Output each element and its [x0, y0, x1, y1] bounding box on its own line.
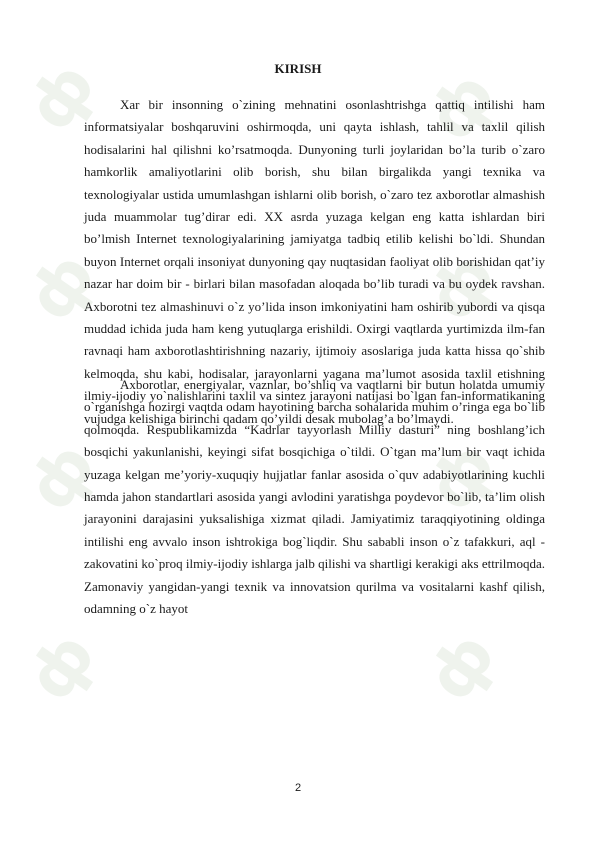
- page-title: KIRISH: [274, 61, 322, 76]
- watermark: ф ф ф ф ф ф ф ф: [13, 49, 511, 715]
- paragraph-1: Xar bir insonning o`zining mehnatini osonlashtrishga qattiq intilishi ham informatsiyalar boshqaruvini oshirmoqda, uni qayta ishlash, tahlil va taxlil qilish hodisalarini hal qilishni ko’rsatmoqda. Dunyoning turli joylaridan bo’la turib o`zaro hamkorlik amaliyotlarini olib borish, shu bilan birgalikda yangi texnika va texnologiyalar ustida umumlashgan ishlarni olib borish, o`zaro tez axborotlar almashish juda muammolar tug’dirar edi. XX asrda yuzaga kelgan eng katta ishlardan biri bo’lmish Internet texnologiyalarining jamiyatga tadbiq etilib kelishi bo`ldi. Shundan buyon Internet orqali insoniyat dunyoning qay nuqtasidan faoliyat olib borishidan qat’iy nazar har doim bir - birlari bilan masofadan aloqada bo’lib turadi va bu oydek ravshan. Axborotni tez almashinuvi o`z yo’lida inson imkoniyatini ham oshirib yubordi va qisqa muddad ichida juda ham keng yutuqlarga erishildi. Oxirgi vaqtlarda yurtimizda ilm-fan ravnaqi ham axborotlashtirishning nazariy, ijtimoiy asoslariga juda katta hissa qo`shib kelmoqda, shu kabi, hodisalar, jarayonlarni yagana ma’lumot asosida taxlil etishning ilmiy-ijodiy yo`nalishlarini taxlil va sintez jarayoni natijasi bo`lgan fan-informatikaning vujudga kelishiga birinchi qadam qo’yildi desak mubolag’a bo’lmaydi.: [84, 97, 545, 426]
- paragraph-2: Axborotlar, energiyalar, vaznlar, bo’shliq va vaqtlarni bir butun holatda umumiy o`rganishga hozirgi vaqtda odam hayotining barcha sohalarida muhim o’ringa ega bo`lib qolmoqda. Respublikamizda “Kadrlar tayyorlash Milliy dasturi” ning boshlang’ich bosqichi yakunlanishi, keyingi sifat bosqichiga o`tildi. O`tgan ma’lum bir vaqt ichida yuzaga kelgan me’yoriy-xuquqiy hujjatlar fanlar asosida o`quv adabiyotlarining kuchli hamda jahon standartlari asosida yangi avlodini yaratishga poydevor bo`lib, ta’lim olish jarayonini darajasini yuksalishiga xizmat qiladi. Jamiyatimiz taraqqiyotining oldinga intilishi eng avvalo inson ishtrokiga bog`liqdir. Shu sababli inson o`z tafakkuri, aql - zakovatini ko`proq ilmiy-ijodiy ishlarga jalb qilishi va shartligi kerakigi aks ettrilmoqda. Zamonaviy yangidan-yangi texnik va innovatsion qurilma va vositalarni kashf qilish, odamning o`z hayot: [84, 377, 545, 617]
- page-number: 2: [294, 782, 302, 794]
